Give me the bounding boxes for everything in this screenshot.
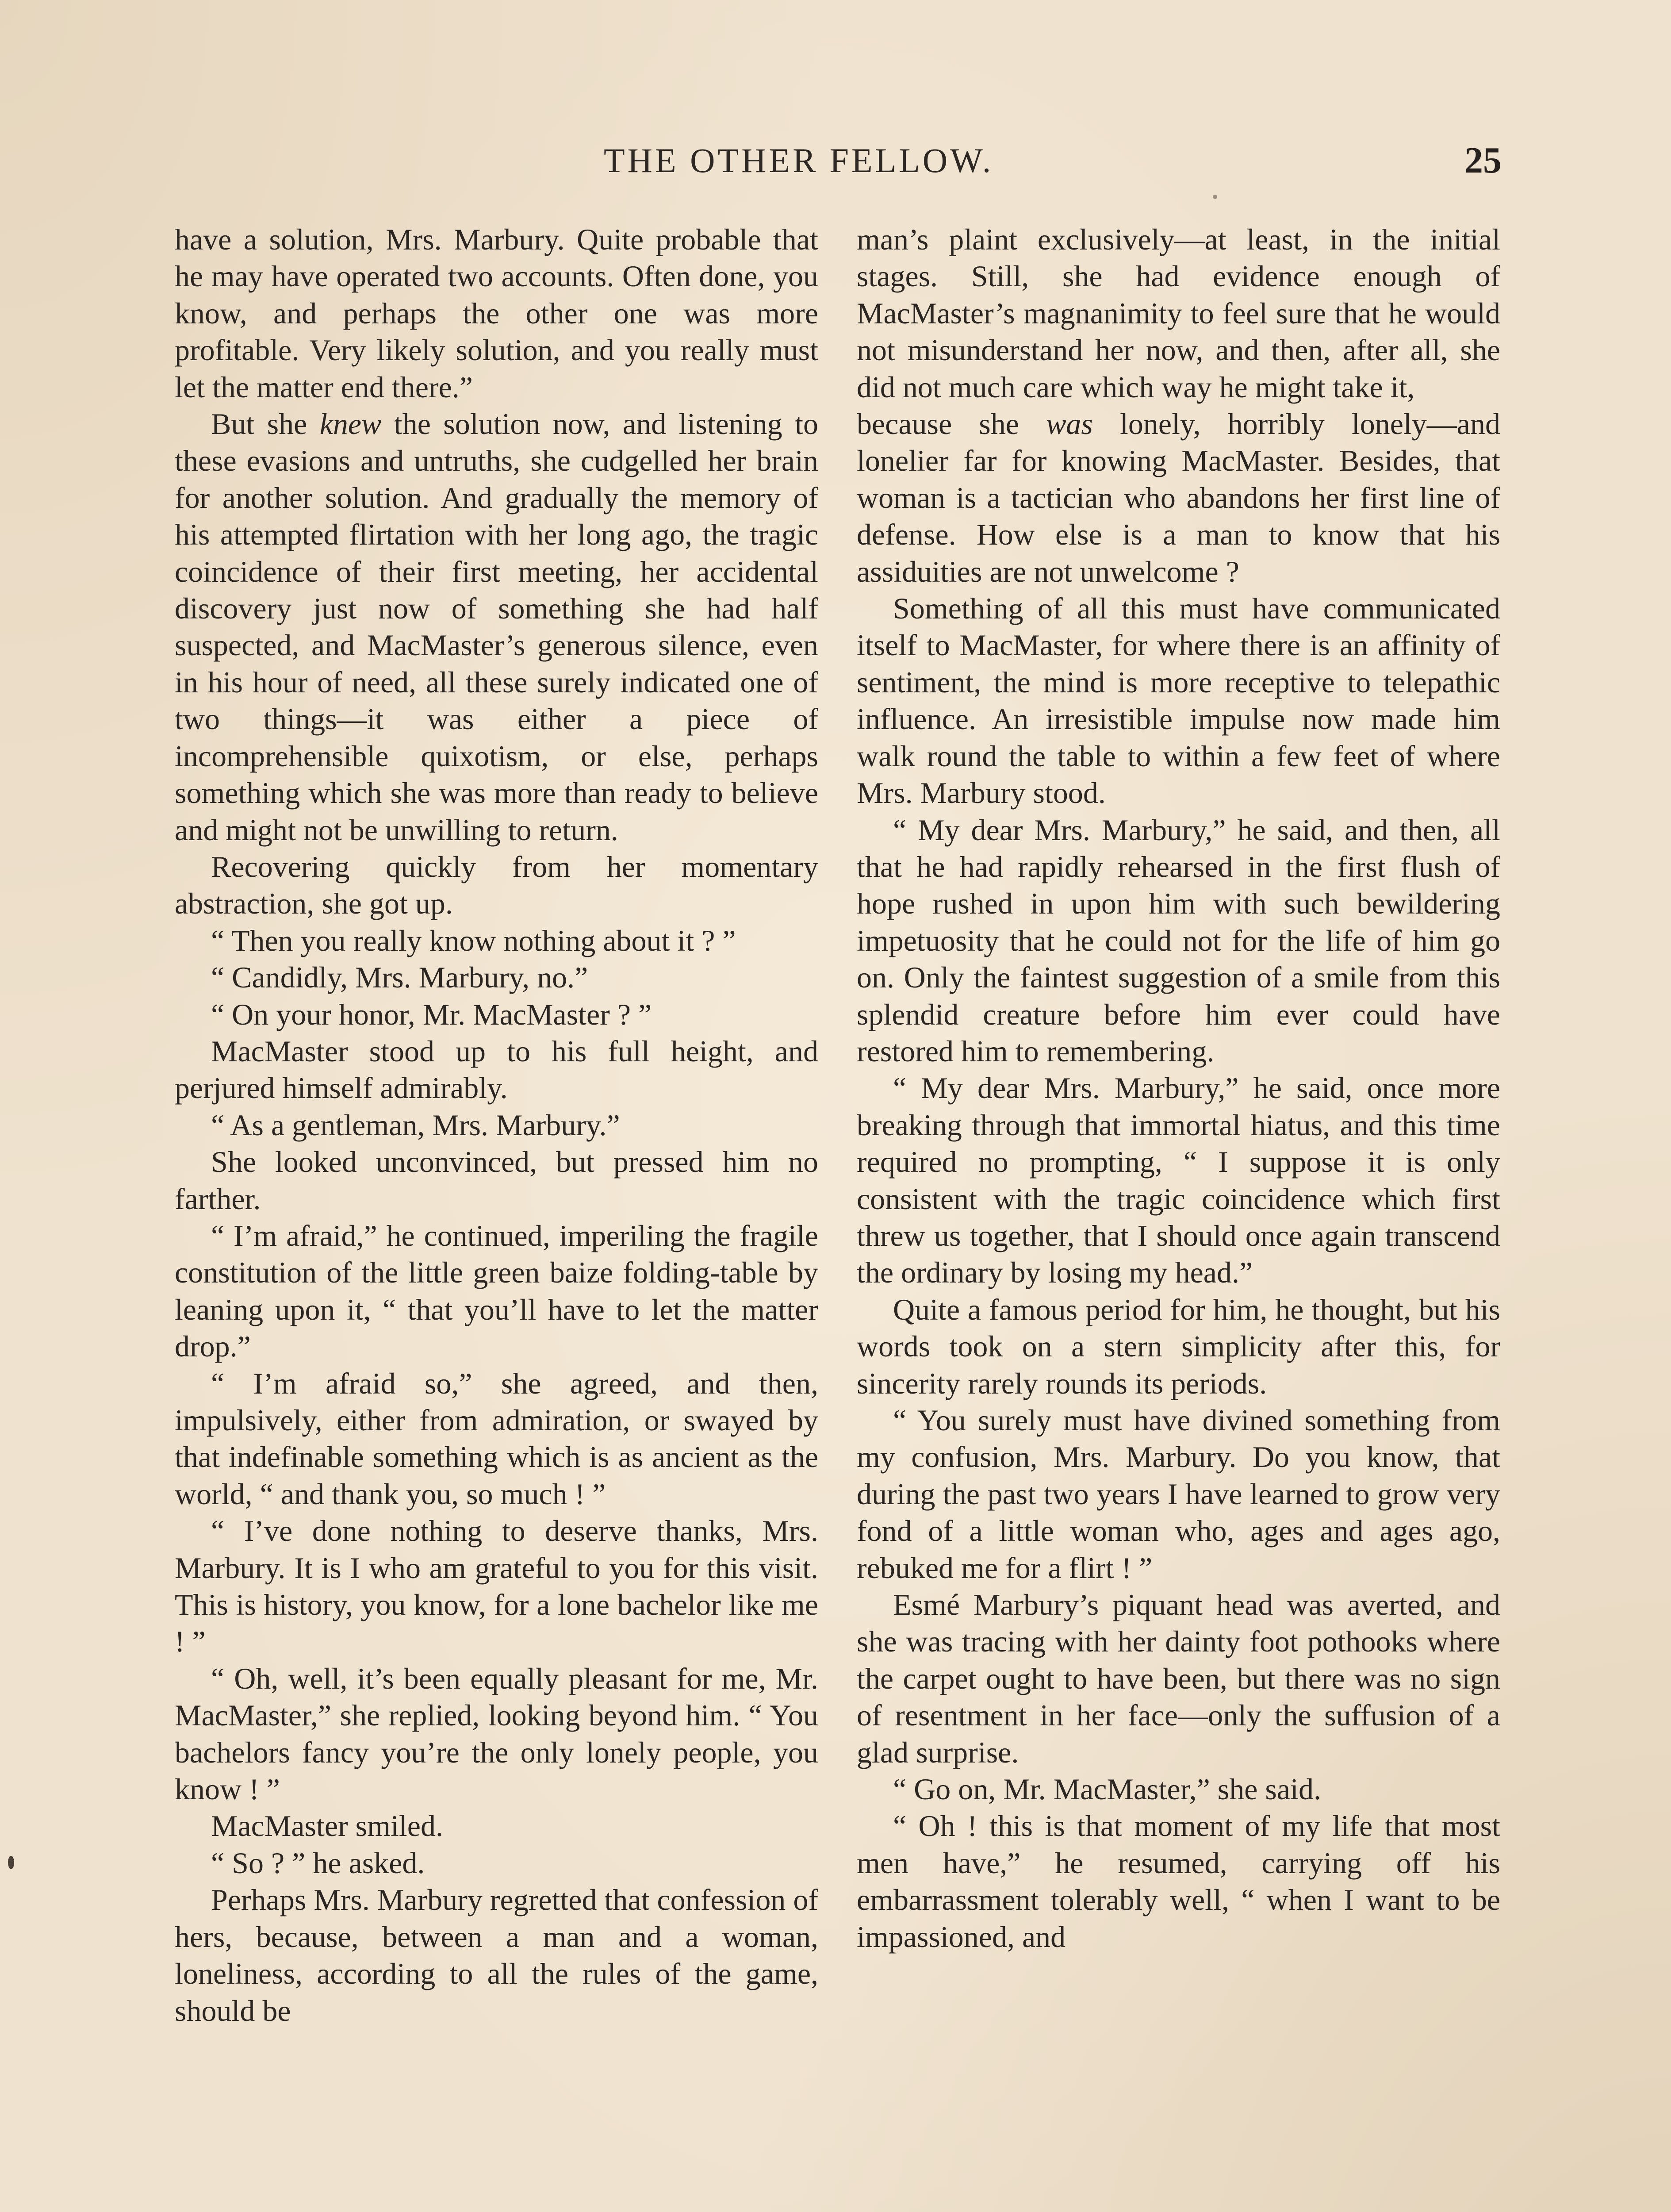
paragraph: Recovering quickly from her momentary abstraction, she got up.	[175, 849, 818, 921]
paragraph: “ Oh, well, it’s been equally pleasant for me, Mr. MacMaster,” she replied, looking beyond him. “ You bachelors fancy you’re the only lonely people, you know ! ”	[175, 1661, 818, 1806]
running-head	[175, 141, 1502, 189]
running-title: THE OTHER FELLOW.	[604, 141, 994, 180]
paragraph: Quite a famous period for him, he thought, but his words took on a stern simplicity after this, for sincerity rarely rounds its periods.	[857, 1292, 1500, 1400]
paragraph: “ Go on, Mr. MacMaster,” she said.	[893, 1772, 1321, 1806]
paragraph: MacMaster stood up to his full height, and perjured himself admirably.	[175, 1034, 818, 1105]
paragraph: “ I’m afraid,” he continued, imperiling the fragile constitution of the little green baize folding-table by leaning upon it, “ that you’ll have to let the matter drop.”	[175, 1218, 818, 1363]
paragraph: because she was lonely, horribly lonely—and lonelier far for knowing MacMaster. Besides, that woman is a tactician who abandons her first line of defense. How else is a man to know that his assiduities are not unwelcome ?	[857, 407, 1500, 588]
paragraph: “ Oh ! this is that moment of my life that most men have,” he resumed, carrying off his embarrassment tolerably well, “ when I want to be impassioned, and	[857, 1809, 1500, 1954]
paper-speck	[8, 1856, 14, 1869]
paragraph: “ As a gentleman, Mrs. Marbury.”	[211, 1108, 620, 1142]
paragraph: man’s plaint exclusively—at least, in the initial stages. Still, she had evidence enough of MacMaster’s magnanimity to feel sure that he would not misunderstand her now, and then, after all, she did not much care which way he might take it,	[857, 223, 1500, 404]
page-number: 25	[1464, 140, 1502, 181]
emphasis: knew	[319, 407, 382, 441]
paragraph: “ On your honor, Mr. MacMaster ? ”	[211, 997, 652, 1031]
paragraph: But she knew the solution now, and listening to these evasions and untruths, she cudgelled her brain for another solution. And gradually the memory of his attempted flirtation with her long ago, the tragic coincidence of their first meeting, her accidental discovery just now of something she had half suspected, and MacMaster’s generous silence, even in his hour of need, all these surely indicated one of two things—it was either a piece of incomprehensible quixotism, or else, perhaps something which she was more than ready to believe and might not be unwilling to return.	[175, 407, 818, 847]
paragraph: have a solution, Mrs. Marbury. Quite probable that he may have operated two accounts. Often done, you know, and perhaps the other one was more profitable. Very likely solution, and you really must let the matter end there.”	[175, 223, 818, 404]
paragraph: Esmé Marbury’s piquant head was averted, and she was tracing with her dainty foot pothooks where the carpet ought to have been, but there was no sign of resentment in her face—only the suffusion of a glad surprise.	[857, 1588, 1500, 1769]
paragraph: “ Candidly, Mrs. Marbury, no.”	[211, 960, 588, 995]
paragraph: “ I’ve done nothing to deserve thanks, Mrs. Marbury. It is I who am grateful to you for this visit. This is history, you know, for a lone bachelor like me ! ”	[175, 1514, 818, 1659]
left-column	[175, 221, 818, 2029]
paragraph: “ My dear Mrs. Marbury,” he said, once more breaking through that immortal hiatus, and this time required no prompting, “ I suppose it is only consistent with the tragic coincidence which first threw us together, that I should once again transcend the ordinary by losing my head.”	[857, 1071, 1500, 1290]
paragraph: Perhaps Mrs. Marbury regretted that confession of hers, because, between a man and a woman, loneliness, according to all the rules of the game, should be	[175, 1883, 818, 2028]
paragraph: “ You surely must have divined something from my confusion, Mrs. Marbury. Do you know, that during the past two years I have learned to grow very fond of a little woman who, ages and ages ago, rebuked me for a flirt ! ”	[857, 1403, 1500, 1585]
paragraph: “ My dear Mrs. Marbury,” he said, and then, all that he had rapidly rehearsed in the first flush of hope rushed in upon him with such bewildering impetuosity that he could not for the life of him go on. Only the faintest suggestion of a smile from this splendid creature before him ever could have restored him to remembering.	[857, 813, 1500, 1068]
paragraph: “ I’m afraid so,” she agreed, and then, impulsively, either from admiration, or swayed by that indefinable something which is as ancient as the world, “ and thank you, so much ! ”	[175, 1366, 818, 1511]
paragraph: MacMaster smiled.	[211, 1809, 443, 1843]
paper-speck	[1213, 195, 1217, 199]
paragraph: “ So ? ” he asked.	[211, 1846, 425, 1880]
right-column	[857, 221, 1500, 1955]
paragraph: Something of all this must have communicated itself to MacMaster, for where there is an affinity of sentiment, the mind is more receptive to telepathic influence. An irresistible impulse now made him walk round the table to within a few feet of where Mrs. Marbury stood.	[857, 591, 1500, 810]
emphasis: was	[1046, 407, 1093, 441]
paragraph: “ Then you really know nothing about it ? ”	[211, 923, 736, 957]
paragraph: She looked unconvinced, but pressed him no farther.	[175, 1145, 818, 1216]
